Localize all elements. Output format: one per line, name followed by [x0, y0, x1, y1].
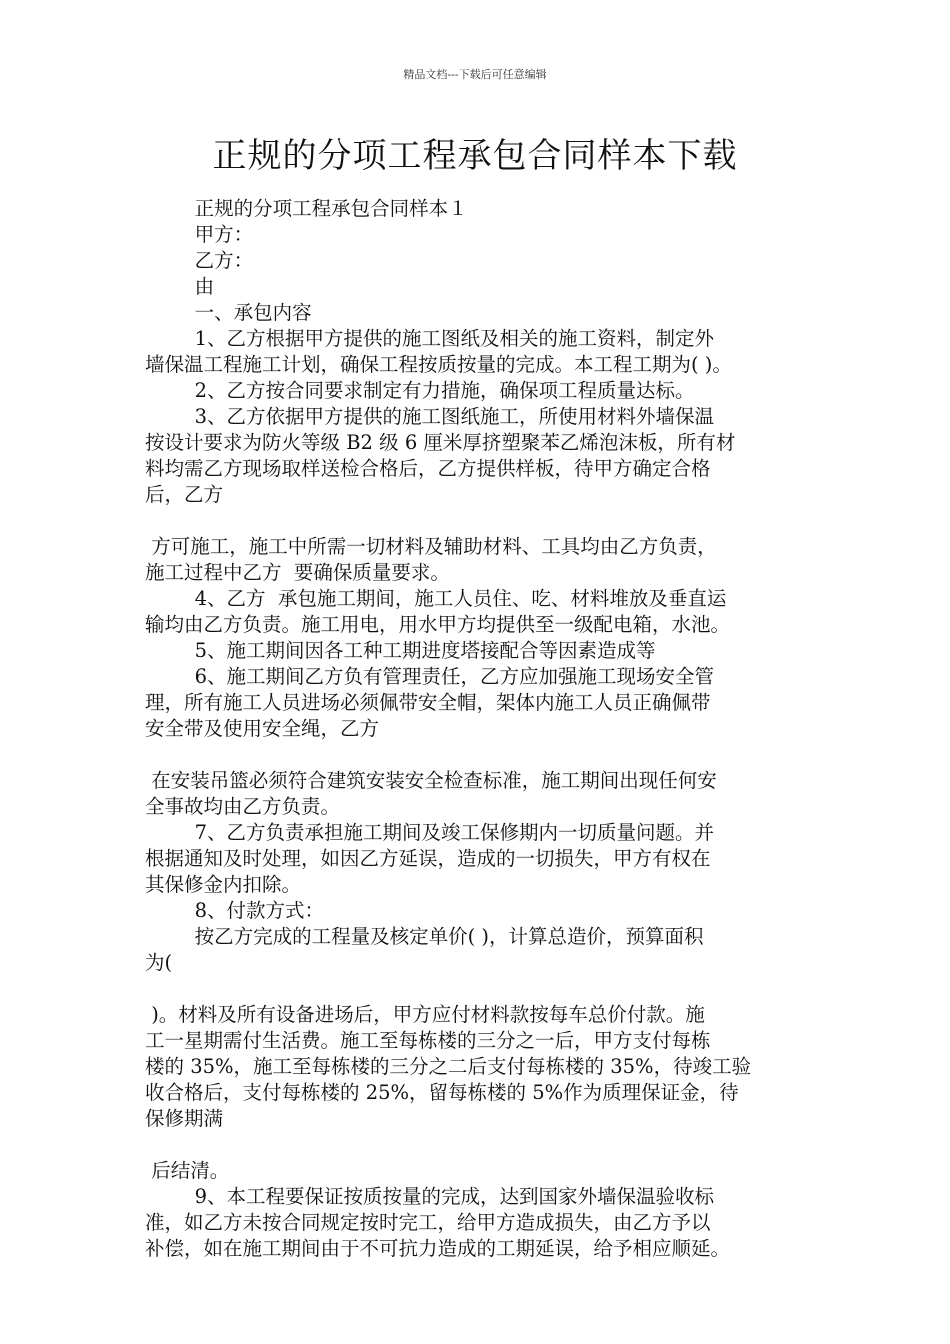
- text-line: 按乙方完成的工程量及核定单价( )，计算总造价，预算面积: [145, 925, 704, 948]
- text-line: 一、承包内容: [145, 301, 312, 324]
- text-line: 6、施工期间乙方负有管理责任，乙方应加强施工现场安全管: [145, 665, 714, 688]
- text-line: 在安装吊篮必须符合建筑安装安全检查标准，施工期间出现任何安: [145, 769, 717, 792]
- text-line: 收合格后，支付每栋楼的 25%，留每栋楼的 5%作为质理保证金，待: [145, 1081, 739, 1104]
- text-line: 保修期满: [145, 1107, 224, 1130]
- text-line: 乙方：: [145, 249, 254, 272]
- text-line: 料均需乙方现场取样送检合格后，乙方提供样板，待甲方确定合格: [145, 457, 711, 480]
- text-line: 为(: [145, 951, 173, 974]
- text-line: 安全带及使用安全绳，乙方: [145, 717, 380, 740]
- header-note: 精品文档---下载后可任意编辑: [403, 68, 547, 81]
- text-line: 2、乙方按合同要求制定有力措施，确保项工程质量达标。: [145, 379, 695, 402]
- text-line: 1、乙方根据甲方提供的施工图纸及相关的施工资料，制定外: [145, 327, 714, 350]
- text-line: 由: [145, 275, 215, 298]
- text-line: 3、乙方依据甲方提供的施工图纸施工，所使用材料外墙保温: [145, 405, 714, 428]
- text-line: 根据通知及时处理，如因乙方延误，造成的一切损失，甲方有权在: [145, 847, 711, 870]
- document-body: [145, 196, 810, 1262]
- paragraph-gap: [145, 976, 810, 1002]
- text-line: 工一星期需付生活费。施工至每栋楼的三分之一后，甲方支付每栋: [145, 1029, 711, 1052]
- text-line: 7、乙方负责承担施工期间及竣工保修期内一切质量问题。并: [145, 821, 714, 844]
- text-line: 理，所有施工人员进场必须佩带安全帽，架体内施工人员正确佩带: [145, 691, 711, 714]
- paragraph-gap: [145, 742, 810, 768]
- text-line: 墙保温工程施工计划，确保工程按质按量的完成。本工程工期为( )。: [145, 353, 732, 376]
- text-line: 施工过程中乙方 要确保质量要求。: [145, 561, 450, 584]
- text-line: 4、乙方 承包施工期间，施工人员住、吃、材料堆放及垂直运: [145, 587, 727, 610]
- text-line: 全事故均由乙方负责。: [145, 795, 341, 818]
- text-line: 方可施工，施工中所需一切材料及辅助材料、工具均由乙方负责，: [145, 535, 717, 558]
- text-line: 8、付款方式：: [145, 899, 324, 922]
- paragraph-gap: [145, 508, 810, 534]
- text-line: 5、施工期间因各工种工期进度塔接配合等因素造成等: [145, 639, 656, 662]
- text-line: 楼的 35%，施工至每栋楼的三分之二后支付每栋楼的 35%，待竣工验: [145, 1055, 752, 1078]
- text-line: 正规的分项工程承包合同样本１: [145, 197, 468, 220]
- text-line: 甲方：: [145, 223, 254, 246]
- text-line: 补偿，如在施工期间由于不可抗力造成的工期延误，给予相应顺延。: [145, 1237, 731, 1260]
- text-line: 后结清。: [145, 1159, 230, 1182]
- document-title: 正规的分项工程承包合同样本下载: [212, 136, 738, 176]
- text-line: 准，如乙方未按合同规定按时完工，给甲方造成损失，由乙方予以: [145, 1211, 711, 1234]
- text-line: 输均由乙方负责。施工用电，用水甲方均提供至一级配电箱，水池。: [145, 613, 731, 636]
- text-line: )。材料及所有设备进场后，甲方应付材料款按每车总价付款。施: [145, 1003, 705, 1026]
- text-line: 按设计要求为防火等级 B2 级 6 厘米厚挤塑聚苯乙烯泡沫板，所有材: [145, 431, 736, 454]
- text-line: 9、本工程要保证按质按量的完成，达到国家外墙保温验收标: [145, 1185, 714, 1208]
- text-line: 其保修金内扣除。: [145, 873, 302, 896]
- text-line: 后，乙方: [145, 483, 224, 506]
- paragraph-gap: [145, 1132, 810, 1158]
